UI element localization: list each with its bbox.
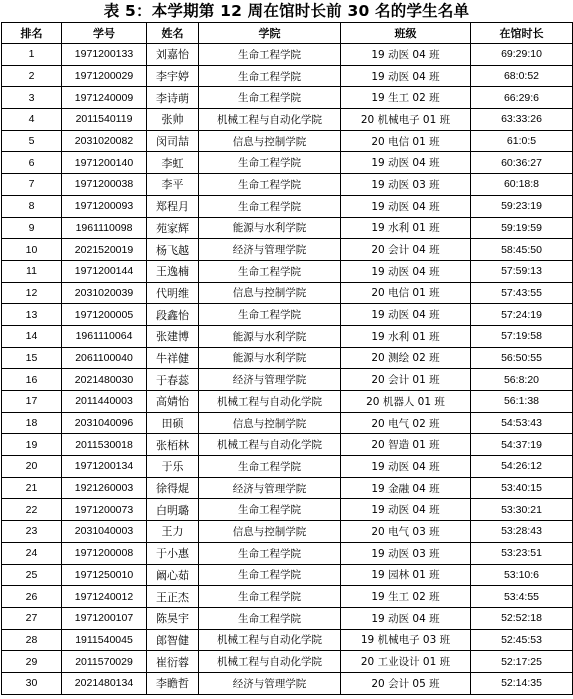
table-row: [2, 304, 573, 326]
rank-cell: 14: [2, 325, 62, 347]
name-cell: 田硕: [147, 412, 199, 434]
rank-cell: 24: [2, 542, 62, 564]
library-time-cell: 54:37:19: [471, 434, 573, 456]
student-id-cell: 2031020082: [62, 130, 147, 152]
library-time-cell: 57:19:58: [471, 325, 573, 347]
library-time-cell: 60:18:8: [471, 174, 573, 196]
rank-cell: 21: [2, 477, 62, 499]
library-time-cell: 68:0:52: [471, 65, 573, 87]
rank-cell: 5: [2, 130, 62, 152]
library-time-cell: 54:26:12: [471, 456, 573, 478]
name-cell: 刘嘉怡: [147, 44, 199, 66]
library-time-cell: 53:23:51: [471, 542, 573, 564]
student-id-cell: 1961110098: [62, 217, 147, 239]
student-id-cell: 2031040096: [62, 412, 147, 434]
name-cell: 陈昊宇: [147, 607, 199, 629]
class-cell: 20 机器人 01 班: [341, 391, 471, 413]
student-id-cell: 1971200038: [62, 174, 147, 196]
rank-cell: 3: [2, 87, 62, 109]
rank-cell: 4: [2, 109, 62, 131]
name-cell: 于乐: [147, 456, 199, 478]
class-cell: 19 动医 04 班: [341, 499, 471, 521]
name-cell: 高婧怡: [147, 391, 199, 413]
column-header-student-id: 学号: [62, 23, 147, 44]
rank-cell: 9: [2, 217, 62, 239]
column-header-class: 班级: [341, 23, 471, 44]
class-cell: 19 水利 01 班: [341, 217, 471, 239]
student-id-cell: 1921260003: [62, 477, 147, 499]
rank-cell: 16: [2, 369, 62, 391]
name-cell: 白明璐: [147, 499, 199, 521]
column-header-college: 学院: [199, 23, 341, 44]
class-cell: 20 机械电子 01 班: [341, 109, 471, 131]
rank-cell: 25: [2, 564, 62, 586]
college-cell: 生命工程学院: [199, 152, 341, 174]
student-id-cell: 1971240012: [62, 586, 147, 608]
college-cell: 信息与控制学院: [199, 412, 341, 434]
class-cell: 19 动医 04 班: [341, 607, 471, 629]
college-cell: 机械工程与自动化学院: [199, 651, 341, 673]
table-row: [2, 369, 573, 391]
table-row: [2, 412, 573, 434]
college-cell: 生命工程学院: [199, 304, 341, 326]
student-roster-table: [1, 22, 573, 695]
library-time-cell: 52:45:53: [471, 629, 573, 651]
rank-cell: 29: [2, 651, 62, 673]
rank-cell: 11: [2, 260, 62, 282]
class-cell: 20 电信 01 班: [341, 282, 471, 304]
college-cell: 机械工程与自动化学院: [199, 109, 341, 131]
library-time-cell: 54:53:43: [471, 412, 573, 434]
table-row: [2, 87, 573, 109]
student-id-cell: 2031020039: [62, 282, 147, 304]
table-row: [2, 195, 573, 217]
class-cell: 20 工业设计 01 班: [341, 651, 471, 673]
library-time-cell: 58:45:50: [471, 239, 573, 261]
college-cell: 经济与管理学院: [199, 369, 341, 391]
rank-cell: 28: [2, 629, 62, 651]
rank-cell: 2: [2, 65, 62, 87]
table-row: [2, 477, 573, 499]
class-cell: 19 生工 02 班: [341, 586, 471, 608]
student-id-cell: 2011540119: [62, 109, 147, 131]
table-row: [2, 260, 573, 282]
name-cell: 闵司喆: [147, 130, 199, 152]
table-row: [2, 456, 573, 478]
class-cell: 19 机械电子 03 班: [341, 629, 471, 651]
name-cell: 郑程月: [147, 195, 199, 217]
class-cell: 20 电信 01 班: [341, 130, 471, 152]
class-cell: 19 动医 04 班: [341, 44, 471, 66]
name-cell: 张栢林: [147, 434, 199, 456]
rank-cell: 10: [2, 239, 62, 261]
table-row: [2, 651, 573, 673]
name-cell: 王逸楠: [147, 260, 199, 282]
college-cell: 生命工程学院: [199, 607, 341, 629]
table-row: [2, 130, 573, 152]
name-cell: 崔衍蓉: [147, 651, 199, 673]
college-cell: 能源与水利学院: [199, 325, 341, 347]
rank-cell: 19: [2, 434, 62, 456]
college-cell: 经济与管理学院: [199, 477, 341, 499]
class-cell: 19 金融 04 班: [341, 477, 471, 499]
rank-cell: 18: [2, 412, 62, 434]
student-id-cell: 2061100040: [62, 347, 147, 369]
student-id-cell: 1911540045: [62, 629, 147, 651]
library-time-cell: 56:1:38: [471, 391, 573, 413]
table-row: [2, 586, 573, 608]
class-cell: 20 电气 02 班: [341, 412, 471, 434]
table-row: [2, 65, 573, 87]
student-id-cell: 2031040003: [62, 521, 147, 543]
library-time-cell: 53:4:55: [471, 586, 573, 608]
table-row: [2, 152, 573, 174]
table-row: [2, 44, 573, 66]
rank-cell: 7: [2, 174, 62, 196]
table-row: [2, 109, 573, 131]
college-cell: 生命工程学院: [199, 564, 341, 586]
library-time-cell: 61:0:5: [471, 130, 573, 152]
college-cell: 机械工程与自动化学院: [199, 434, 341, 456]
student-id-cell: 1971250010: [62, 564, 147, 586]
table-row: [2, 629, 573, 651]
rank-cell: 12: [2, 282, 62, 304]
name-cell: 张建博: [147, 325, 199, 347]
library-time-cell: 59:23:19: [471, 195, 573, 217]
table-row: [2, 282, 573, 304]
table-row: [2, 239, 573, 261]
table-row: [2, 564, 573, 586]
table-row: [2, 542, 573, 564]
library-time-cell: 52:17:25: [471, 651, 573, 673]
name-cell: 王力: [147, 521, 199, 543]
college-cell: 经济与管理学院: [199, 672, 341, 694]
library-time-cell: 57:59:13: [471, 260, 573, 282]
college-cell: 生命工程学院: [199, 260, 341, 282]
college-cell: 信息与控制学院: [199, 521, 341, 543]
college-cell: 生命工程学院: [199, 542, 341, 564]
name-cell: 郎智健: [147, 629, 199, 651]
class-cell: 19 动医 03 班: [341, 174, 471, 196]
table-row: [2, 434, 573, 456]
college-cell: 生命工程学院: [199, 586, 341, 608]
class-cell: 19 生工 02 班: [341, 87, 471, 109]
class-cell: 19 动医 04 班: [341, 195, 471, 217]
rank-cell: 20: [2, 456, 62, 478]
name-cell: 杨飞越: [147, 239, 199, 261]
class-cell: 20 会计 04 班: [341, 239, 471, 261]
name-cell: 李宇婷: [147, 65, 199, 87]
student-id-cell: 2021480030: [62, 369, 147, 391]
class-cell: 19 动医 04 班: [341, 152, 471, 174]
student-id-cell: 1971200073: [62, 499, 147, 521]
name-cell: 徐得焜: [147, 477, 199, 499]
rank-cell: 22: [2, 499, 62, 521]
library-time-cell: 69:29:10: [471, 44, 573, 66]
name-cell: 李瞻哲: [147, 672, 199, 694]
rank-cell: 30: [2, 672, 62, 694]
college-cell: 信息与控制学院: [199, 282, 341, 304]
student-id-cell: 1971200107: [62, 607, 147, 629]
name-cell: 于小惠: [147, 542, 199, 564]
library-time-cell: 53:28:43: [471, 521, 573, 543]
library-time-cell: 60:36:27: [471, 152, 573, 174]
student-id-cell: 1971200093: [62, 195, 147, 217]
rank-cell: 6: [2, 152, 62, 174]
class-cell: 20 智造 01 班: [341, 434, 471, 456]
rank-cell: 23: [2, 521, 62, 543]
table-row: [2, 217, 573, 239]
column-header-rank: 排名: [2, 23, 62, 44]
student-id-cell: 1971200029: [62, 65, 147, 87]
student-id-cell: 2021480134: [62, 672, 147, 694]
student-id-cell: 1971200133: [62, 44, 147, 66]
library-time-cell: 56:50:55: [471, 347, 573, 369]
document-title: 表 5：本学期第 12 周在馆时长前 30 名的学生名单: [103, 2, 470, 20]
class-cell: 20 电气 03 班: [341, 521, 471, 543]
library-time-cell: 53:10:6: [471, 564, 573, 586]
college-cell: 生命工程学院: [199, 456, 341, 478]
name-cell: 代明维: [147, 282, 199, 304]
rank-cell: 27: [2, 607, 62, 629]
college-cell: 生命工程学院: [199, 44, 341, 66]
college-cell: 生命工程学院: [199, 499, 341, 521]
class-cell: 19 动医 04 班: [341, 65, 471, 87]
student-id-cell: 1961110064: [62, 325, 147, 347]
rank-cell: 15: [2, 347, 62, 369]
library-time-cell: 52:14:35: [471, 672, 573, 694]
name-cell: 牛祥健: [147, 347, 199, 369]
student-id-cell: 2011530018: [62, 434, 147, 456]
class-cell: 20 测绘 02 班: [341, 347, 471, 369]
name-cell: 王正杰: [147, 586, 199, 608]
rank-cell: 26: [2, 586, 62, 608]
class-cell: 19 园林 01 班: [341, 564, 471, 586]
column-header-library-time: 在馆时长: [471, 23, 573, 44]
college-cell: 机械工程与自动化学院: [199, 391, 341, 413]
college-cell: 能源与水利学院: [199, 217, 341, 239]
class-cell: 19 动医 03 班: [341, 542, 471, 564]
library-time-cell: 66:29:6: [471, 87, 573, 109]
column-header-name: 姓名: [147, 23, 199, 44]
table-row: [2, 347, 573, 369]
class-cell: 19 动医 04 班: [341, 304, 471, 326]
library-time-cell: 59:19:59: [471, 217, 573, 239]
student-id-cell: 1971200140: [62, 152, 147, 174]
rank-cell: 1: [2, 44, 62, 66]
college-cell: 信息与控制学院: [199, 130, 341, 152]
table-row: [2, 672, 573, 694]
student-id-cell: 1971200005: [62, 304, 147, 326]
rank-cell: 13: [2, 304, 62, 326]
class-cell: 19 动医 04 班: [341, 260, 471, 282]
class-cell: 19 动医 04 班: [341, 456, 471, 478]
name-cell: 李诗萌: [147, 87, 199, 109]
student-id-cell: 1971240009: [62, 87, 147, 109]
table-row: [2, 521, 573, 543]
class-cell: 20 会计 01 班: [341, 369, 471, 391]
name-cell: 苑家辉: [147, 217, 199, 239]
student-id-cell: 1971200008: [62, 542, 147, 564]
student-id-cell: 1971200144: [62, 260, 147, 282]
college-cell: 生命工程学院: [199, 65, 341, 87]
table-row: [2, 174, 573, 196]
table-row: [2, 607, 573, 629]
name-cell: 阚心茹: [147, 564, 199, 586]
table-row: [2, 499, 573, 521]
library-time-cell: 57:24:19: [471, 304, 573, 326]
college-cell: 生命工程学院: [199, 195, 341, 217]
rank-cell: 17: [2, 391, 62, 413]
table-body: [2, 44, 573, 695]
college-cell: 生命工程学院: [199, 174, 341, 196]
library-time-cell: 56:8:20: [471, 369, 573, 391]
name-cell: 于春蕊: [147, 369, 199, 391]
library-time-cell: 53:40:15: [471, 477, 573, 499]
name-cell: 李平: [147, 174, 199, 196]
library-time-cell: 52:52:18: [471, 607, 573, 629]
library-time-cell: 57:43:55: [471, 282, 573, 304]
table-row: [2, 325, 573, 347]
class-cell: 20 会计 05 班: [341, 672, 471, 694]
rank-cell: 8: [2, 195, 62, 217]
name-cell: 张帅: [147, 109, 199, 131]
student-id-cell: 2011440003: [62, 391, 147, 413]
table-row: [2, 391, 573, 413]
name-cell: 李虹: [147, 152, 199, 174]
college-cell: 机械工程与自动化学院: [199, 629, 341, 651]
library-time-cell: 53:30:21: [471, 499, 573, 521]
class-cell: 19 水利 01 班: [341, 325, 471, 347]
college-cell: 经济与管理学院: [199, 239, 341, 261]
college-cell: 能源与水利学院: [199, 347, 341, 369]
student-id-cell: 2011570029: [62, 651, 147, 673]
student-id-cell: 2021520019: [62, 239, 147, 261]
header-row: [2, 23, 573, 44]
name-cell: 段鑫怡: [147, 304, 199, 326]
student-id-cell: 1971200134: [62, 456, 147, 478]
college-cell: 生命工程学院: [199, 87, 341, 109]
library-time-cell: 63:33:26: [471, 109, 573, 131]
